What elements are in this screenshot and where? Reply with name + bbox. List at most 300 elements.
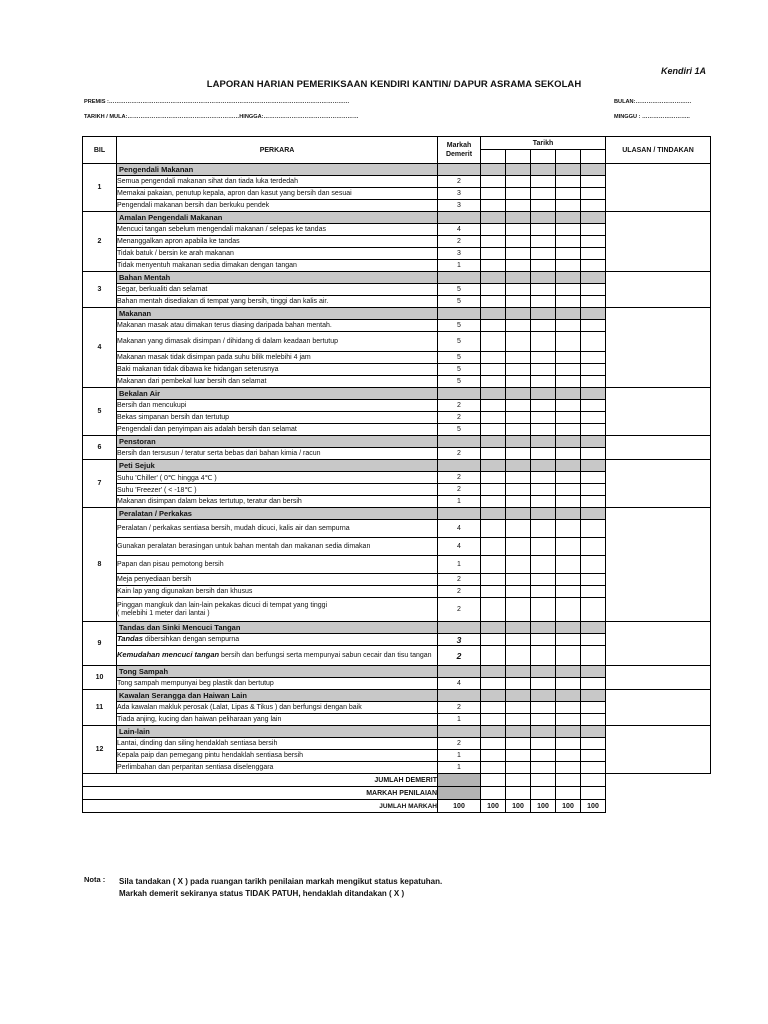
- date-check-cell[interactable]: [506, 538, 531, 556]
- section-number: 5: [83, 388, 117, 436]
- demerit-mark: 5: [438, 284, 481, 296]
- date-check-cell[interactable]: [531, 496, 556, 508]
- date-check-cell[interactable]: [556, 352, 581, 364]
- section-header-cell: [506, 690, 531, 702]
- item-text: Ada kawalan makluk perosak (Lalat, Lipas & Tikus ) dan berfungsi dengan baik: [117, 702, 438, 714]
- date-check-cell[interactable]: [506, 260, 531, 272]
- date-check-cell[interactable]: [556, 176, 581, 188]
- section-header-row: [83, 508, 711, 520]
- date-check-cell[interactable]: [481, 598, 506, 622]
- date-check-cell[interactable]: [531, 678, 556, 690]
- date-check-cell[interactable]: [531, 188, 556, 200]
- section-header-cell: [581, 726, 606, 738]
- demerit-mark: 1: [438, 750, 481, 762]
- date-check-cell[interactable]: [531, 448, 556, 460]
- day-cell[interactable]: [531, 774, 556, 787]
- date-check-cell[interactable]: [581, 496, 606, 508]
- date-check-cell[interactable]: [581, 188, 606, 200]
- date-check-cell[interactable]: [531, 364, 556, 376]
- date-column-cell[interactable]: [581, 150, 606, 164]
- ulasan-cell[interactable]: [606, 726, 711, 774]
- date-check-cell[interactable]: [506, 364, 531, 376]
- date-check-cell[interactable]: [556, 702, 581, 714]
- section-title: Kawalan Serangga dan Haiwan Lain: [117, 690, 438, 702]
- section-header-cell: [438, 622, 481, 634]
- date-check-cell[interactable]: [506, 176, 531, 188]
- date-check-cell[interactable]: [506, 598, 531, 622]
- demerit-mark: 2: [438, 598, 481, 622]
- date-check-cell[interactable]: [581, 176, 606, 188]
- date-check-cell[interactable]: [556, 646, 581, 666]
- day-cell[interactable]: [556, 787, 581, 800]
- date-check-cell[interactable]: [481, 448, 506, 460]
- date-check-cell[interactable]: [506, 472, 531, 484]
- date-check-cell[interactable]: [581, 762, 606, 774]
- date-check-cell[interactable]: [481, 400, 506, 412]
- section-header-cell: [556, 460, 581, 472]
- ulasan-cell[interactable]: [606, 436, 711, 460]
- date-column-cell[interactable]: [556, 150, 581, 164]
- date-check-cell[interactable]: [556, 296, 581, 308]
- date-check-cell[interactable]: [556, 376, 581, 388]
- date-check-cell[interactable]: [506, 352, 531, 364]
- date-check-cell[interactable]: [506, 320, 531, 332]
- date-check-cell[interactable]: [506, 714, 531, 726]
- date-check-cell[interactable]: [481, 364, 506, 376]
- section-header-cell: [581, 622, 606, 634]
- date-check-cell[interactable]: [581, 376, 606, 388]
- date-check-cell[interactable]: [506, 188, 531, 200]
- date-check-cell[interactable]: [506, 284, 531, 296]
- date-check-cell[interactable]: [581, 472, 606, 484]
- nota-label: Nota :: [84, 875, 106, 884]
- section-header-cell: [531, 666, 556, 678]
- date-check-cell[interactable]: [531, 762, 556, 774]
- date-check-cell[interactable]: [481, 200, 506, 212]
- tarikh-mula-field[interactable]: TARIKH / MULA:……………………………………………………HINGGA:……………………………………………: [84, 114, 359, 120]
- item-lead: Tandas: [117, 634, 143, 643]
- section-number: 1: [83, 164, 117, 212]
- date-check-cell[interactable]: [481, 484, 506, 496]
- section-header-cell: [438, 460, 481, 472]
- date-check-cell[interactable]: [556, 236, 581, 248]
- date-check-cell[interactable]: [581, 200, 606, 212]
- date-check-cell[interactable]: [481, 520, 506, 538]
- date-check-cell[interactable]: [531, 284, 556, 296]
- demerit-mark: 2: [438, 574, 481, 586]
- section-header-cell: [556, 508, 581, 520]
- date-check-cell[interactable]: [481, 224, 506, 236]
- section-header-cell: [438, 388, 481, 400]
- date-check-cell[interactable]: [581, 320, 606, 332]
- item-text: Peralatan / perkakas sentiasa bersih, mudah dicuci, kalis air dan sempurna: [117, 520, 438, 538]
- date-check-cell[interactable]: [531, 586, 556, 598]
- item-text: Lantai, dinding dan siling hendaklah sentiasa bersih: [117, 738, 438, 750]
- date-check-cell[interactable]: [556, 598, 581, 622]
- date-check-cell[interactable]: [531, 176, 556, 188]
- nota-line-1: Sila tandakan ( X ) pada ruangan tarikh penilaian markah mengikut status kepatuhan.: [119, 877, 443, 886]
- date-check-cell[interactable]: [481, 586, 506, 598]
- date-check-cell[interactable]: [581, 352, 606, 364]
- date-check-cell[interactable]: [481, 750, 506, 762]
- date-check-cell[interactable]: [506, 678, 531, 690]
- date-check-cell[interactable]: [581, 634, 606, 646]
- demerit-mark: 5: [438, 296, 481, 308]
- date-check-cell[interactable]: [506, 400, 531, 412]
- section-header-cell: [531, 508, 556, 520]
- item-text: Suhu 'Freezer' ( < -18℃ ): [117, 484, 438, 496]
- day-total: 100: [556, 800, 581, 813]
- date-check-cell[interactable]: [481, 678, 506, 690]
- date-check-cell[interactable]: [531, 200, 556, 212]
- date-check-cell[interactable]: [481, 496, 506, 508]
- date-check-cell[interactable]: [481, 320, 506, 332]
- date-check-cell[interactable]: [531, 520, 556, 538]
- date-check-cell[interactable]: [531, 332, 556, 352]
- date-check-cell[interactable]: [556, 188, 581, 200]
- date-check-cell[interactable]: [581, 284, 606, 296]
- date-check-cell[interactable]: [481, 714, 506, 726]
- section-number: 7: [83, 460, 117, 508]
- date-check-cell[interactable]: [481, 236, 506, 248]
- date-column-cell[interactable]: [506, 150, 531, 164]
- section-header-cell: [481, 212, 506, 224]
- section-header-cell: [438, 666, 481, 678]
- date-check-cell[interactable]: [556, 332, 581, 352]
- date-check-cell[interactable]: [581, 260, 606, 272]
- date-check-cell[interactable]: [581, 714, 606, 726]
- section-header-cell: [438, 508, 481, 520]
- date-check-cell[interactable]: [556, 224, 581, 236]
- ulasan-cell[interactable]: [606, 388, 711, 436]
- date-check-cell[interactable]: [531, 296, 556, 308]
- date-check-cell[interactable]: [506, 520, 531, 538]
- date-check-cell[interactable]: [481, 738, 506, 750]
- section-header-row: [83, 272, 711, 284]
- date-check-cell[interactable]: [531, 472, 556, 484]
- demerit-mark: 3: [438, 188, 481, 200]
- date-check-cell[interactable]: [481, 284, 506, 296]
- header-markah-demerit: Markah Demerit: [438, 137, 481, 164]
- section-number: 4: [83, 308, 117, 388]
- demerit-mark: 3: [438, 248, 481, 260]
- section-header-cell: [438, 308, 481, 320]
- date-check-cell[interactable]: [556, 574, 581, 586]
- date-check-cell[interactable]: [531, 714, 556, 726]
- section-header-cell: [581, 666, 606, 678]
- date-check-cell[interactable]: [581, 750, 606, 762]
- date-check-cell[interactable]: [581, 364, 606, 376]
- date-check-cell[interactable]: [581, 702, 606, 714]
- date-check-cell[interactable]: [506, 586, 531, 598]
- day-cell[interactable]: [531, 787, 556, 800]
- section-header-cell: [531, 164, 556, 176]
- date-check-cell[interactable]: [556, 472, 581, 484]
- date-check-cell[interactable]: [581, 738, 606, 750]
- date-check-cell[interactable]: [506, 448, 531, 460]
- ulasan-cell[interactable]: [606, 212, 711, 272]
- item-text: Kain lap yang digunakan bersih dan khusus: [117, 586, 438, 598]
- section-title: Peti Sejuk: [117, 460, 438, 472]
- date-check-cell[interactable]: [531, 352, 556, 364]
- date-check-cell[interactable]: [531, 400, 556, 412]
- date-check-cell[interactable]: [531, 556, 556, 574]
- ulasan-cell[interactable]: [606, 164, 711, 212]
- section-header-cell: [581, 436, 606, 448]
- date-check-cell[interactable]: [581, 538, 606, 556]
- ulasan-cell[interactable]: [606, 460, 711, 508]
- date-check-cell[interactable]: [506, 556, 531, 574]
- section-header-row: [83, 622, 711, 634]
- date-check-cell[interactable]: [556, 586, 581, 598]
- day-cell[interactable]: [556, 774, 581, 787]
- date-check-cell[interactable]: [581, 586, 606, 598]
- date-check-cell[interactable]: [581, 484, 606, 496]
- date-check-cell[interactable]: [506, 224, 531, 236]
- date-check-cell[interactable]: [556, 520, 581, 538]
- item-text: Memakai pakaian, penutup kepala, apron dan kasut yang bersih dan sesuai: [117, 188, 438, 200]
- date-check-cell[interactable]: [556, 556, 581, 574]
- date-check-cell[interactable]: [581, 556, 606, 574]
- date-check-cell[interactable]: [581, 646, 606, 666]
- date-check-cell[interactable]: [556, 424, 581, 436]
- date-check-cell[interactable]: [481, 574, 506, 586]
- date-check-cell[interactable]: [556, 448, 581, 460]
- ulasan-cell[interactable]: [606, 690, 711, 726]
- date-check-cell[interactable]: [581, 424, 606, 436]
- date-check-cell[interactable]: [481, 260, 506, 272]
- date-check-cell[interactable]: [481, 634, 506, 646]
- date-check-cell[interactable]: [556, 762, 581, 774]
- date-check-cell[interactable]: [581, 224, 606, 236]
- demerit-mark: 5: [438, 320, 481, 332]
- date-check-cell[interactable]: [556, 634, 581, 646]
- day-cell[interactable]: [581, 774, 606, 787]
- date-check-cell[interactable]: [481, 646, 506, 666]
- demerit-mark: 2: [438, 484, 481, 496]
- section-header-row: [83, 726, 711, 738]
- markah-penilaian-total: [438, 787, 481, 800]
- date-check-cell[interactable]: [556, 714, 581, 726]
- date-check-cell[interactable]: [581, 520, 606, 538]
- demerit-mark: 3: [438, 634, 481, 646]
- date-check-cell[interactable]: [506, 496, 531, 508]
- section-header-cell: [506, 436, 531, 448]
- day-cell[interactable]: [481, 774, 506, 787]
- date-check-cell[interactable]: [506, 762, 531, 774]
- bulan-field[interactable]: BULAN:…………………………: [614, 99, 692, 105]
- date-check-cell[interactable]: [556, 484, 581, 496]
- date-check-cell[interactable]: [531, 224, 556, 236]
- demerit-mark: 5: [438, 376, 481, 388]
- date-check-cell[interactable]: [531, 538, 556, 556]
- section-header-cell: [481, 666, 506, 678]
- date-check-cell[interactable]: [531, 750, 556, 762]
- blank-cell: [606, 800, 711, 813]
- date-check-cell[interactable]: [581, 236, 606, 248]
- item-text: Tong sampah mempunyai beg plastik dan bertutup: [117, 678, 438, 690]
- date-check-cell[interactable]: [506, 702, 531, 714]
- section-header-cell: [556, 388, 581, 400]
- date-check-cell[interactable]: [506, 248, 531, 260]
- item-text: Semua pengendali makanan sihat dan tiada luka terdedah: [117, 176, 438, 188]
- date-check-cell[interactable]: [531, 484, 556, 496]
- header-bil: BIL: [83, 137, 117, 164]
- date-check-cell[interactable]: [506, 750, 531, 762]
- date-check-cell[interactable]: [556, 320, 581, 332]
- ulasan-cell[interactable]: [606, 508, 711, 622]
- section-title: Tong Sampah: [117, 666, 438, 678]
- ulasan-cell[interactable]: [606, 272, 711, 308]
- section-header-cell: [506, 308, 531, 320]
- form-code: Kendiri 1A: [660, 66, 706, 76]
- date-check-cell[interactable]: [481, 472, 506, 484]
- section-number: 6: [83, 436, 117, 460]
- date-check-cell[interactable]: [531, 236, 556, 248]
- ulasan-cell[interactable]: [606, 308, 711, 388]
- section-number: 9: [83, 622, 117, 666]
- demerit-mark: 4: [438, 520, 481, 538]
- section-header-cell: [581, 212, 606, 224]
- date-check-cell[interactable]: [556, 248, 581, 260]
- date-check-cell[interactable]: [481, 176, 506, 188]
- date-check-cell[interactable]: [481, 412, 506, 424]
- date-check-cell[interactable]: [531, 412, 556, 424]
- date-check-cell[interactable]: [506, 200, 531, 212]
- date-check-cell[interactable]: [481, 538, 506, 556]
- date-check-cell[interactable]: [581, 296, 606, 308]
- item-text: Bahan mentah disediakan di tempat yang bersih, tinggi dan kalis air.: [117, 296, 438, 308]
- date-check-cell[interactable]: [481, 332, 506, 352]
- date-check-cell[interactable]: [581, 448, 606, 460]
- date-check-cell[interactable]: [556, 400, 581, 412]
- item-text: Pengendali dan penyimpan ais adalah bersih dan selamat: [117, 424, 438, 436]
- date-check-cell[interactable]: [556, 750, 581, 762]
- date-check-cell[interactable]: [581, 574, 606, 586]
- day-cell[interactable]: [581, 787, 606, 800]
- section-header-cell: [581, 460, 606, 472]
- date-check-cell[interactable]: [481, 352, 506, 364]
- item-text: Menanggalkan apron apabila ke tandas: [117, 236, 438, 248]
- demerit-mark: 5: [438, 424, 481, 436]
- date-check-cell[interactable]: [506, 738, 531, 750]
- section-header-cell: [556, 690, 581, 702]
- date-check-cell[interactable]: [581, 400, 606, 412]
- date-check-cell[interactable]: [506, 484, 531, 496]
- date-check-cell[interactable]: [531, 634, 556, 646]
- date-check-cell[interactable]: [556, 260, 581, 272]
- date-check-cell[interactable]: [556, 738, 581, 750]
- date-check-cell[interactable]: [506, 424, 531, 436]
- date-check-cell[interactable]: [506, 574, 531, 586]
- ulasan-cell[interactable]: [606, 666, 711, 690]
- demerit-mark: 1: [438, 496, 481, 508]
- date-check-cell[interactable]: [556, 200, 581, 212]
- day-total: 100: [581, 800, 606, 813]
- date-check-cell[interactable]: [481, 296, 506, 308]
- section-header-cell: [556, 622, 581, 634]
- date-check-cell[interactable]: [531, 376, 556, 388]
- date-check-cell[interactable]: [581, 678, 606, 690]
- date-check-cell[interactable]: [531, 248, 556, 260]
- section-header-cell: [438, 212, 481, 224]
- section-header-cell: [481, 508, 506, 520]
- date-check-cell[interactable]: [506, 332, 531, 352]
- date-check-cell[interactable]: [481, 248, 506, 260]
- inspection-table: [82, 136, 711, 813]
- ulasan-cell[interactable]: [606, 622, 711, 666]
- date-column-cell[interactable]: [481, 150, 506, 164]
- date-check-cell[interactable]: [506, 634, 531, 646]
- date-check-cell[interactable]: [531, 574, 556, 586]
- section-title: Tandas dan Sinki Mencuci Tangan: [117, 622, 438, 634]
- demerit-mark: 3: [438, 200, 481, 212]
- item-text: Makanan dari pembekal luar bersih dan selamat: [117, 376, 438, 388]
- date-check-cell[interactable]: [481, 556, 506, 574]
- section-header-cell: [506, 272, 531, 284]
- section-header-cell: [438, 164, 481, 176]
- date-check-cell[interactable]: [556, 364, 581, 376]
- date-check-cell[interactable]: [481, 702, 506, 714]
- date-check-cell[interactable]: [531, 598, 556, 622]
- section-header-cell: [506, 212, 531, 224]
- date-check-cell[interactable]: [531, 738, 556, 750]
- date-column-cell[interactable]: [531, 150, 556, 164]
- minggu-field[interactable]: MINGGU : ……………………..: [614, 114, 690, 120]
- date-check-cell[interactable]: [581, 332, 606, 352]
- demerit-mark: 5: [438, 352, 481, 364]
- jumlah-demerit-total: [438, 774, 481, 787]
- date-check-cell[interactable]: [581, 412, 606, 424]
- date-check-cell[interactable]: [556, 538, 581, 556]
- section-title: Lain-lain: [117, 726, 438, 738]
- date-check-cell[interactable]: [531, 646, 556, 666]
- date-check-cell[interactable]: [531, 260, 556, 272]
- date-check-cell[interactable]: [556, 284, 581, 296]
- item-desc: Pinggan mangkuk dan lain-lain pekakas dicuci di tempat yang tinggi: [117, 601, 328, 609]
- day-cell[interactable]: [506, 787, 531, 800]
- date-check-cell[interactable]: [506, 296, 531, 308]
- item-text: Makanan masak tidak disimpan pada suhu bilik melebihi 4 jam: [117, 352, 438, 364]
- premis-field[interactable]: PREMIS :…………………………………………………………………………………………………………………: [84, 99, 350, 105]
- date-check-cell[interactable]: [481, 424, 506, 436]
- date-check-cell[interactable]: [531, 320, 556, 332]
- section-title: Bahan Mentah: [117, 272, 438, 284]
- date-check-cell[interactable]: [481, 376, 506, 388]
- date-check-cell[interactable]: [556, 412, 581, 424]
- date-check-cell[interactable]: [581, 598, 606, 622]
- date-check-cell[interactable]: [531, 424, 556, 436]
- date-check-cell[interactable]: [506, 376, 531, 388]
- date-check-cell[interactable]: [506, 412, 531, 424]
- item-text: [117, 646, 438, 666]
- date-check-cell[interactable]: [506, 646, 531, 666]
- date-check-cell[interactable]: [581, 248, 606, 260]
- markah-penilaian-label: MARKAH PENILAIAN: [83, 787, 438, 800]
- day-cell[interactable]: [506, 774, 531, 787]
- date-check-cell[interactable]: [481, 762, 506, 774]
- date-check-cell[interactable]: [531, 702, 556, 714]
- date-check-cell[interactable]: [506, 236, 531, 248]
- day-cell[interactable]: [481, 787, 506, 800]
- demerit-mark: 2: [438, 702, 481, 714]
- date-check-cell[interactable]: [556, 678, 581, 690]
- date-check-cell[interactable]: [481, 188, 506, 200]
- jumlah-markah-label: JUMLAH MARKAH: [83, 800, 438, 813]
- item-text: Segar, berkualiti dan selamat: [117, 284, 438, 296]
- item-text: Makanan disimpan dalam bekas tertutup, teratur dan bersih: [117, 496, 438, 508]
- date-check-cell[interactable]: [556, 496, 581, 508]
